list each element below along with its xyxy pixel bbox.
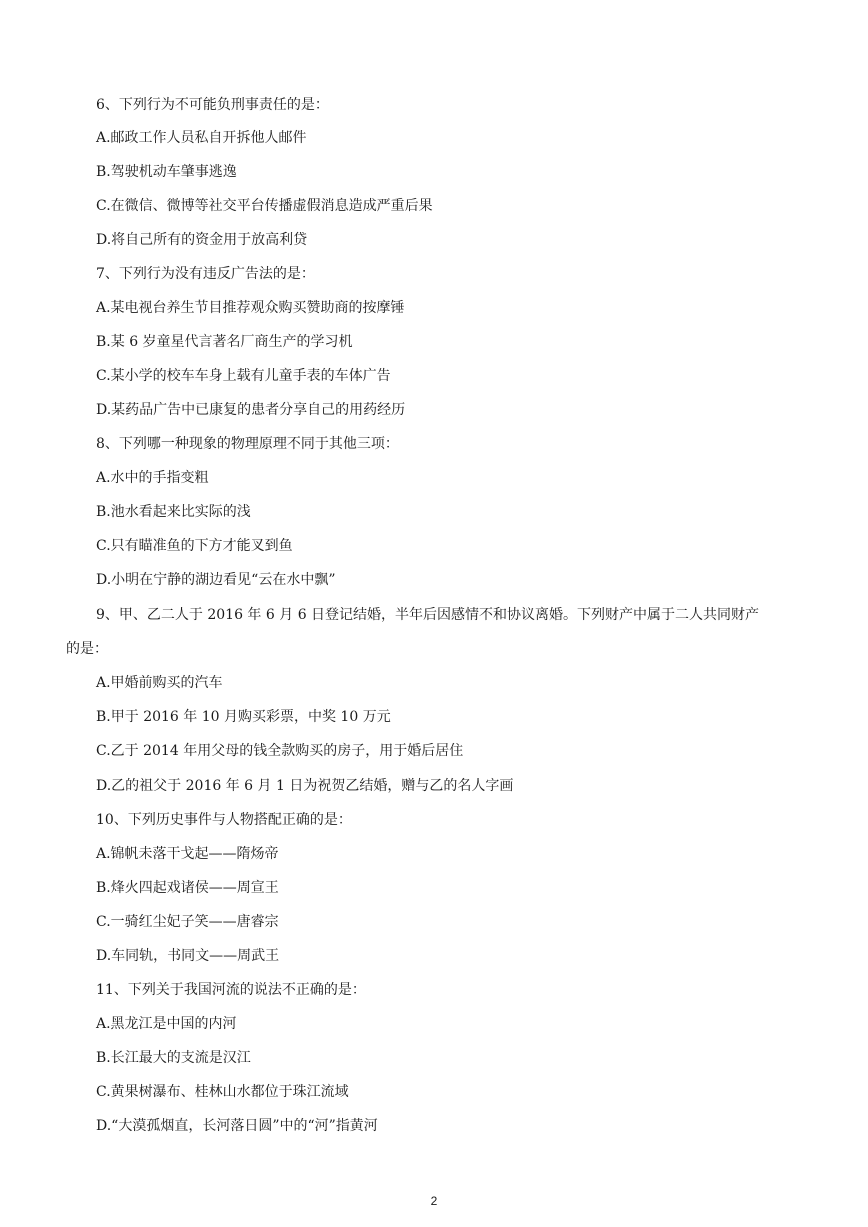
page-number: 2 (430, 1194, 438, 1208)
question-11-stem: 11、下列关于我国河流的说法不正确的是： (96, 982, 366, 998)
question-7-option-d: D.某药品广告中已康复的患者分享自己的用药经历 (96, 402, 406, 418)
question-6-stem: 6、下列行为不可能负刑事责任的是： (96, 97, 329, 113)
question-7-option-b: B.某 6 岁童星代言著名厂商生产的学习机 (96, 334, 353, 350)
question-11-option-d: D.“大漠孤烟直，长河落日圆”中的“河”指黄河 (96, 1118, 378, 1134)
question-8-option-d: D.小明在宁静的湖边看见“云在水中飘” (96, 572, 336, 588)
question-9-stem: 9、甲、乙二人于 2016 年 6 月 6 日登记结婚，半年后因感情不和协议离婚。下列财产中属于二人共同财产 (96, 607, 760, 623)
question-10-option-a: A.锦帆未落干戈起——隋炀帝 (96, 846, 279, 862)
question-6-option-d: D.将自己所有的资金用于放高利贷 (96, 232, 308, 248)
question-11-option-c: C.黄果树瀑布、桂林山水都位于珠江流域 (96, 1084, 349, 1100)
question-9-option-a: A.甲婚前购买的汽车 (96, 675, 223, 691)
question-10-option-c: C.一骑红尘妃子笑——唐睿宗 (96, 914, 279, 930)
question-10-option-d: D.车同轨，书同文——周武王 (96, 948, 280, 964)
question-11-option-b: B.长江最大的支流是汉江 (96, 1050, 251, 1066)
question-9-option-d: D.乙的祖父于 2016 年 6 月 1 日为祝贺乙结婚，赠与乙的名人字画 (96, 778, 514, 794)
question-9-option-b: B.甲于 2016 年 10 月购买彩票，中奖 10 万元 (96, 709, 391, 725)
question-8-stem: 8、下列哪一种现象的物理原理不同于其他三项： (96, 436, 399, 452)
question-7-option-c: C.某小学的校车车身上载有儿童手表的车体广告 (96, 368, 391, 384)
question-10-option-b: B.烽火四起戏诸侯——周宣王 (96, 880, 279, 896)
question-8-option-c: C.只有瞄准鱼的下方才能叉到鱼 (96, 538, 293, 554)
question-11-option-a: A.黑龙江是中国的内河 (96, 1016, 237, 1032)
question-8-option-b: B.池水看起来比实际的浅 (96, 504, 251, 520)
question-9-stem-continued: 的是： (66, 641, 108, 657)
question-6-option-b: B.驾驶机动车肇事逃逸 (96, 164, 237, 180)
question-9-option-c: C.乙于 2014 年用父母的钱全款购买的房子，用于婚后居住 (96, 743, 464, 759)
question-7-option-a: A.某电视台养生节目推荐观众购买赞助商的按摩锤 (96, 300, 405, 316)
question-7-stem: 7、下列行为没有违反广告法的是： (96, 266, 315, 282)
question-6-option-c: C.在微信、微博等社交平台传播虚假消息造成严重后果 (96, 198, 433, 214)
question-10-stem: 10、下列历史事件与人物搭配正确的是： (96, 812, 352, 828)
question-6-option-a: A.邮政工作人员私自开拆他人邮件 (96, 130, 307, 146)
question-8-option-a: A.水中的手指变粗 (96, 470, 209, 486)
